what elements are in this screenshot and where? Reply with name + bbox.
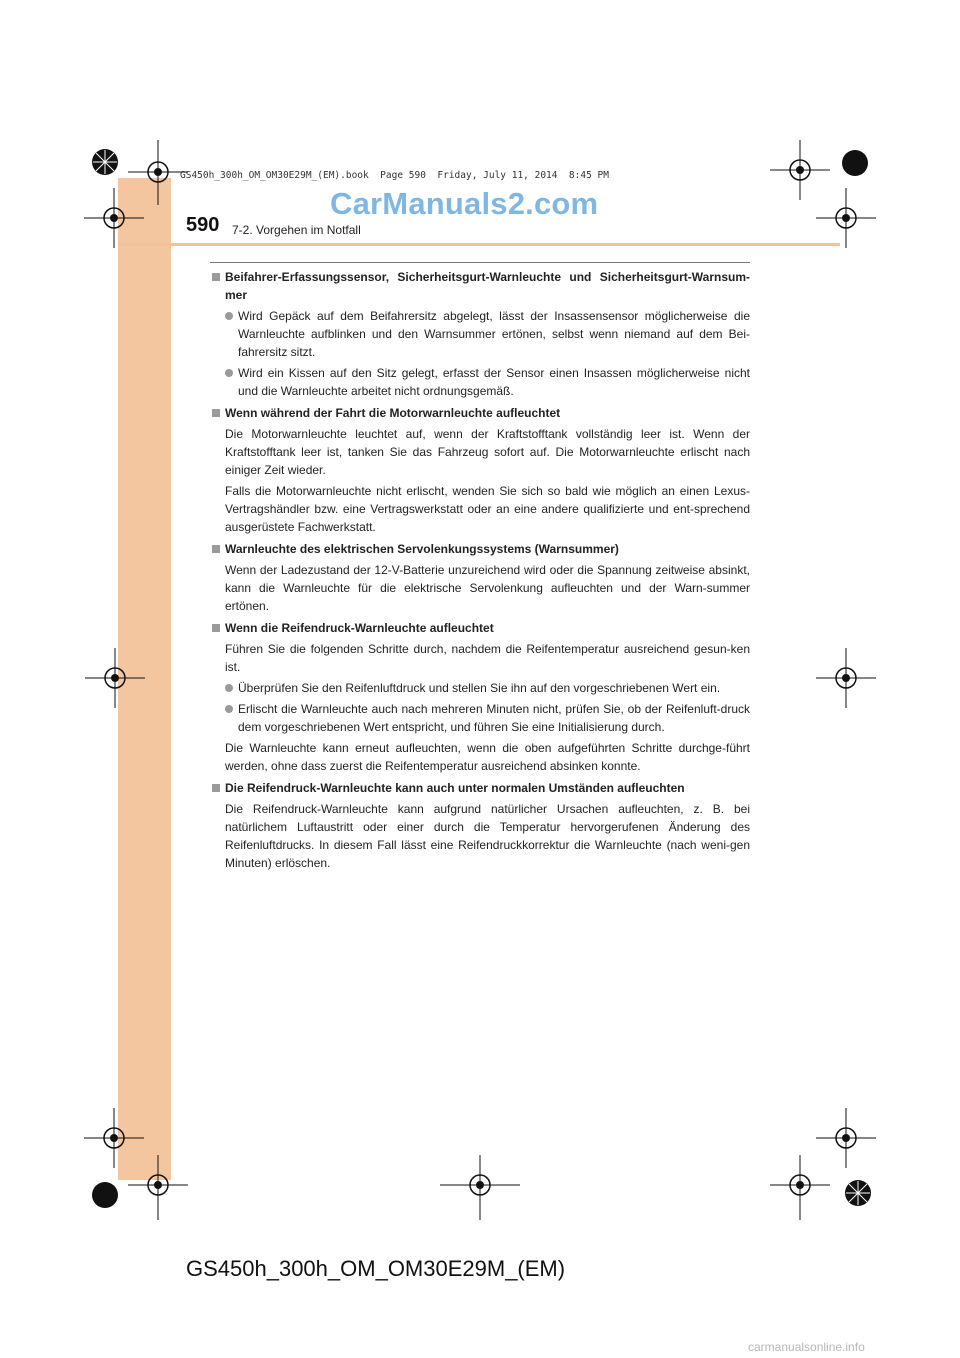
section-block	[212, 619, 750, 775]
bottom-watermark[interactable]: carmanualsonline.info	[748, 1340, 865, 1354]
section-heading-text: Die Reifendruck-Warnleuchte kann auch unter normalen Umständen aufleuchten	[225, 781, 685, 795]
section-heading-text: Wenn die Reifendruck-Warnleuchte aufleuchtet	[225, 621, 494, 635]
section-block	[212, 404, 750, 536]
footer-code: GS450h_300h_OM_OM30E29M_(EM)	[186, 1256, 566, 1281]
round-bullet-icon	[225, 684, 233, 692]
carmanuals-watermark[interactable]: CarManuals2.com	[330, 186, 599, 221]
crosshair-icon	[816, 188, 876, 248]
page-number: 590	[186, 214, 220, 236]
bullet-item	[212, 679, 750, 697]
page-content	[212, 268, 750, 876]
section-heading	[212, 404, 750, 422]
paragraph	[212, 640, 750, 676]
round-bullet-icon	[225, 705, 233, 713]
paragraph	[212, 800, 750, 872]
crosshair-icon	[85, 648, 145, 708]
crosshair-icon	[128, 1155, 188, 1220]
crosshair-icon	[770, 1155, 830, 1220]
paragraph	[212, 739, 750, 775]
section-heading-text: Beifahrer-Erfassungssensor, Sicherheitsgurt-Warnleuchte und Sicherheitsgurt-Warnsum-mer	[225, 270, 750, 302]
registration-mark-icon	[830, 1165, 880, 1215]
content-top-rule	[210, 262, 750, 263]
body-text: Führen Sie die folgenden Schritte durch, nachdem die Reifentemperatur ausreichend gesun-ken ist.	[225, 642, 750, 674]
paragraph	[212, 482, 750, 536]
section-heading-text: Warnleuchte des elektrischen Servolenkungssystems (Warnsummer)	[225, 542, 619, 556]
section-block	[212, 540, 750, 615]
section-block	[212, 268, 750, 400]
bullet-item	[212, 364, 750, 400]
section-heading	[212, 779, 750, 797]
square-bullet-icon	[212, 273, 220, 281]
body-text: Erlischt die Warnleuchte auch nach mehreren Minuten nicht, prüfen Sie, ob der Reifenluft-druck dem vorgeschriebenen Wert entspricht, und führen Sie eine Initialisierung durch.	[238, 702, 750, 734]
crosshair-icon	[440, 1155, 520, 1220]
body-text: Wird Gepäck auf dem Beifahrersitz abgelegt, lässt der Insassensensor möglicherweise die Warnleuchte aufblinken und den Warnsummer ertönen, selbst wenn niemand auf dem Bei-fahrersitz sitzt.	[238, 309, 750, 359]
body-text: Wenn der Ladezustand der 12-V-Batterie unzureichend wird oder die Spannung zeitweise absinkt, kann die Warnleuchte für die elektrische Servolenkung aufleuchten und der Warn-summer ertönen.	[225, 563, 750, 613]
book-info-line: GS450h_300h_OM_OM30E29M_(EM).book Page 590 Friday, July 11, 2014 8:45 PM	[180, 170, 609, 181]
section-block	[212, 779, 750, 872]
section-heading-text: Wenn während der Fahrt die Motorwarnleuchte aufleuchtet	[225, 406, 561, 420]
square-bullet-icon	[212, 784, 220, 792]
round-bullet-icon	[225, 312, 233, 320]
bullet-item	[212, 307, 750, 361]
body-text: Wird ein Kissen auf den Sitz gelegt, erfasst der Sensor einen Insassen möglicherweise nicht und die Warnleuchte arbeitet nicht ordnungsgemäß.	[238, 366, 750, 398]
header-rule	[118, 243, 840, 246]
paragraph	[212, 425, 750, 479]
section-title: 7-2. Vorgehen im Notfall	[232, 223, 361, 237]
crosshair-icon	[816, 648, 876, 708]
square-bullet-icon	[212, 545, 220, 553]
section-heading	[212, 268, 750, 304]
body-text: Überprüfen Sie den Reifenluftdruck und stellen Sie ihn auf den vorgeschriebenen Wert ein.	[238, 681, 721, 695]
body-text: Falls die Motorwarnleuchte nicht erlischt, wenden Sie sich so bald wie möglich an einen Lexus-Vertragshändler bzw. eine Vertragswerkstatt oder an eine andere qualifizierte und ent-sprechend ausgerüstete Fachwerkstatt.	[225, 484, 750, 534]
body-text: Die Motorwarnleuchte leuchtet auf, wenn der Kraftstofftank vollständig leer ist. Wenn der Kraftstofftank leer ist, tanken Sie das Fahrzeug sofort auf. Die Motorwarnleuchte erlischt nach einiger Zeit wieder.	[225, 427, 750, 477]
crosshair-icon	[84, 188, 144, 248]
square-bullet-icon	[212, 409, 220, 417]
paragraph	[212, 561, 750, 615]
bullet-item	[212, 700, 750, 736]
corner-dot-icon	[842, 150, 868, 176]
section-heading	[212, 540, 750, 558]
square-bullet-icon	[212, 624, 220, 632]
body-text: Die Warnleuchte kann erneut aufleuchten, wenn die oben aufgeführten Schritte durchge-führt werden, ohne dass zuerst die Reifentemperatur ausreichend absinken konnte.	[225, 741, 750, 773]
round-bullet-icon	[225, 369, 233, 377]
corner-dot-icon	[92, 1182, 118, 1208]
section-heading	[212, 619, 750, 637]
body-text: Die Reifendruck-Warnleuchte kann aufgrund natürlicher Ursachen aufleuchten, z. B. bei natürlichem Luftaustritt oder einer durch die Temperatur hervorgerufenen Änderung des Reifenluftdrucks. In diesem Fall lässt eine Reifendruckkorrektur die Warnleuchte (nach weni-gen Minuten) erlöschen.	[225, 802, 750, 870]
